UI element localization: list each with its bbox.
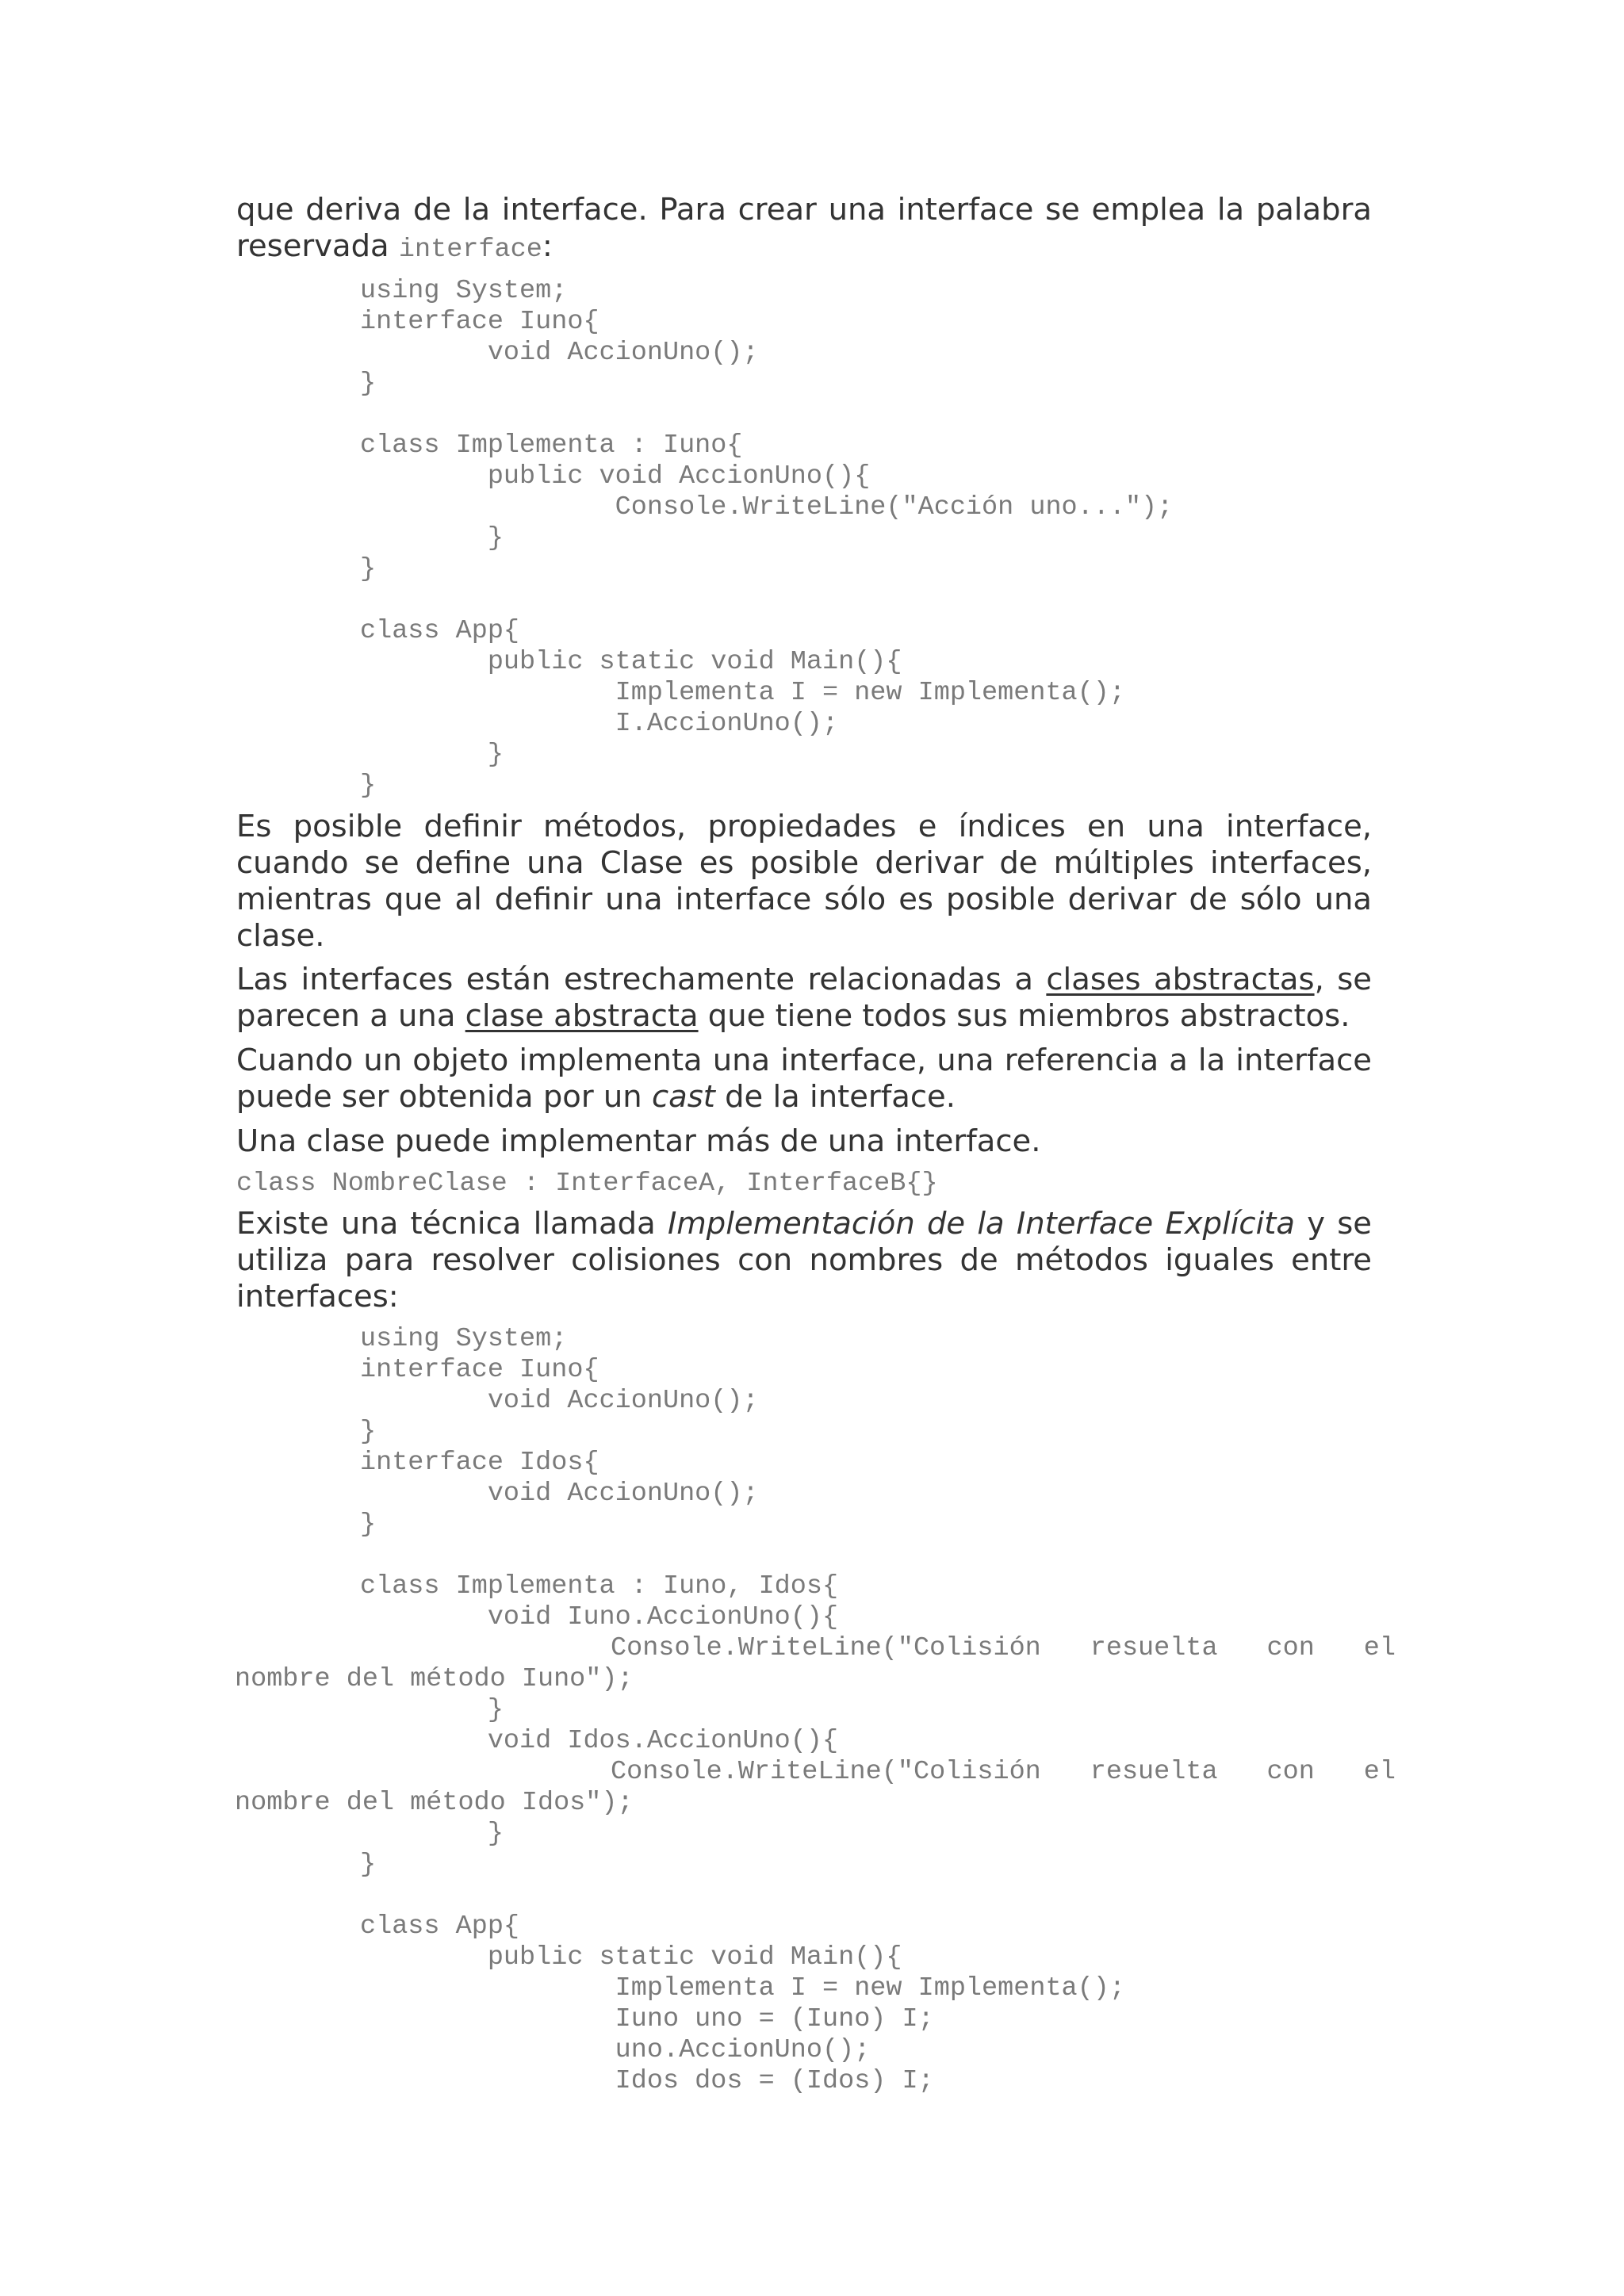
code-line: void Idos.AccionUno(){ [360,1726,839,1756]
para3-text-a: Cuando un objeto implementa una interface, una referencia a la interface puede ser obtenida por un [236,1043,1372,1115]
code-class-declaration: class NombreClase : InterfaceA, InterfaceB{} [236,1169,938,1199]
code-line: class Implementa : Iuno{ [360,430,743,461]
code-line: Console.WriteLine("Acción uno..."); [360,492,1174,522]
code-line: Idos dos = (Idos) I; [360,2066,934,2096]
intro-paragraph [236,192,1372,268]
reservada-word: reservada [236,228,389,264]
interface-keyword: interface [398,235,542,265]
code-line: } [360,1695,504,1725]
code-line: interface Iuno{ [360,1355,599,1385]
code-line: interface Iuno{ [360,307,599,337]
code-line: Implementa I = new Implementa(); [360,678,1125,708]
wrap2-token-2: resuelta [1090,1757,1218,1787]
intro-line-2 [236,228,1372,268]
paragraph-cast [236,1043,1372,1115]
code-block-2-part-b [360,1695,838,1757]
code-wrapped-line-iuno-a [611,1633,1396,1664]
code-line: class App{ [360,616,520,646]
code-line: } [360,523,504,553]
para5-text-a: Existe una técnica llamada [236,1206,668,1242]
code-line [360,400,1173,430]
code-line: void AccionUno(); [360,1386,759,1416]
code-wrapped-line-idos-a [611,1757,1396,1788]
wrap1-token-2: resuelta [1090,1633,1218,1663]
wrap2-token-4: el [1363,1757,1396,1787]
code-line: I.AccionUno(); [360,709,839,739]
code-block-1 [360,276,1173,802]
code-wrapped-line-idos-b: nombre del método Idos"); [235,1788,634,1818]
intro-line-1-text: que deriva de la interface. Para crear una interface se emplea la palabra [236,192,1372,228]
code-line: void AccionUno(); [360,1479,759,1509]
cast-italic: cast [651,1079,715,1115]
code-line: Implementa I = new Implementa(); [360,1973,1125,2003]
code-line: interface Idos{ [360,1448,599,1478]
code-line: void AccionUno(); [360,338,759,368]
para2-text-a: Las interfaces están estrechamente relacionadas a [236,962,1047,997]
code-line: } [360,771,377,801]
code-line: } [360,740,504,770]
code-line: } [360,1850,377,1880]
code-line [360,1881,1125,1911]
link-clases-abstractas[interactable]: clases abstractas [1046,962,1315,997]
code-line: Iuno uno = (Iuno) I; [360,2004,934,2034]
code-line: } [360,369,377,399]
code-line: } [360,1510,377,1540]
code-line: class Implementa : Iuno, Idos{ [360,1571,839,1601]
para5-text-b: y se utiliza para resolver colisiones con nombres de métodos iguales entre interfaces: [236,1206,1372,1314]
para2-text-b: , se parecen a una [236,962,1372,1034]
code-wrapped-line-iuno-b: nombre del método Iuno"); [235,1664,634,1694]
code-line: using System; [360,1324,568,1354]
code-line: class App{ [360,1911,520,1942]
intro-line-1 [236,192,1372,228]
code-line: public static void Main(){ [360,1942,902,1973]
code-line: } [360,554,377,584]
code-line: using System; [360,276,568,306]
wrap1-token-4: el [1363,1633,1396,1663]
wrap2-token-1: Console.WriteLine("Colisión [611,1757,1041,1787]
code-line: public static void Main(){ [360,647,902,677]
para2-text-c: que tiene todos sus miembros abstractos. [698,998,1350,1034]
code-line [360,1540,838,1571]
explicit-implementation-italic: Implementación de la Interface Explícita [667,1206,1295,1242]
wrap1-token-1: Console.WriteLine("Colisión [611,1633,1041,1663]
code-line: } [360,1417,377,1447]
code-block-2-part-c [360,1819,1125,2097]
link-clase-abstracta[interactable]: clase abstracta [465,998,699,1034]
wrap1-token-3: con [1266,1633,1315,1663]
code-line: } [360,1819,504,1849]
intro-colon: : [542,228,553,264]
code-line: public void AccionUno(){ [360,461,871,492]
wrap2-token-3: con [1266,1757,1315,1787]
code-line: uno.AccionUno(); [360,2035,871,2065]
para3-text-b: de la interface. [714,1079,956,1115]
code-line [360,585,1173,616]
code-block-2-part-a [360,1324,838,1633]
paragraph-interface-members: Es posible definir métodos, propiedades e índices en una interface, cuando se define una Clase es posible derivar de múltiples interfaces, mientras que al definir una interface sólo es posible derivar de sólo una clase. [236,809,1372,954]
paragraph-abstract-classes [236,962,1372,1035]
paragraph-explicit-implementation [236,1206,1372,1315]
code-line: void Iuno.AccionUno(){ [360,1602,839,1632]
paragraph-multiple-interfaces: Una clase puede implementar más de una interface. [236,1123,1041,1159]
